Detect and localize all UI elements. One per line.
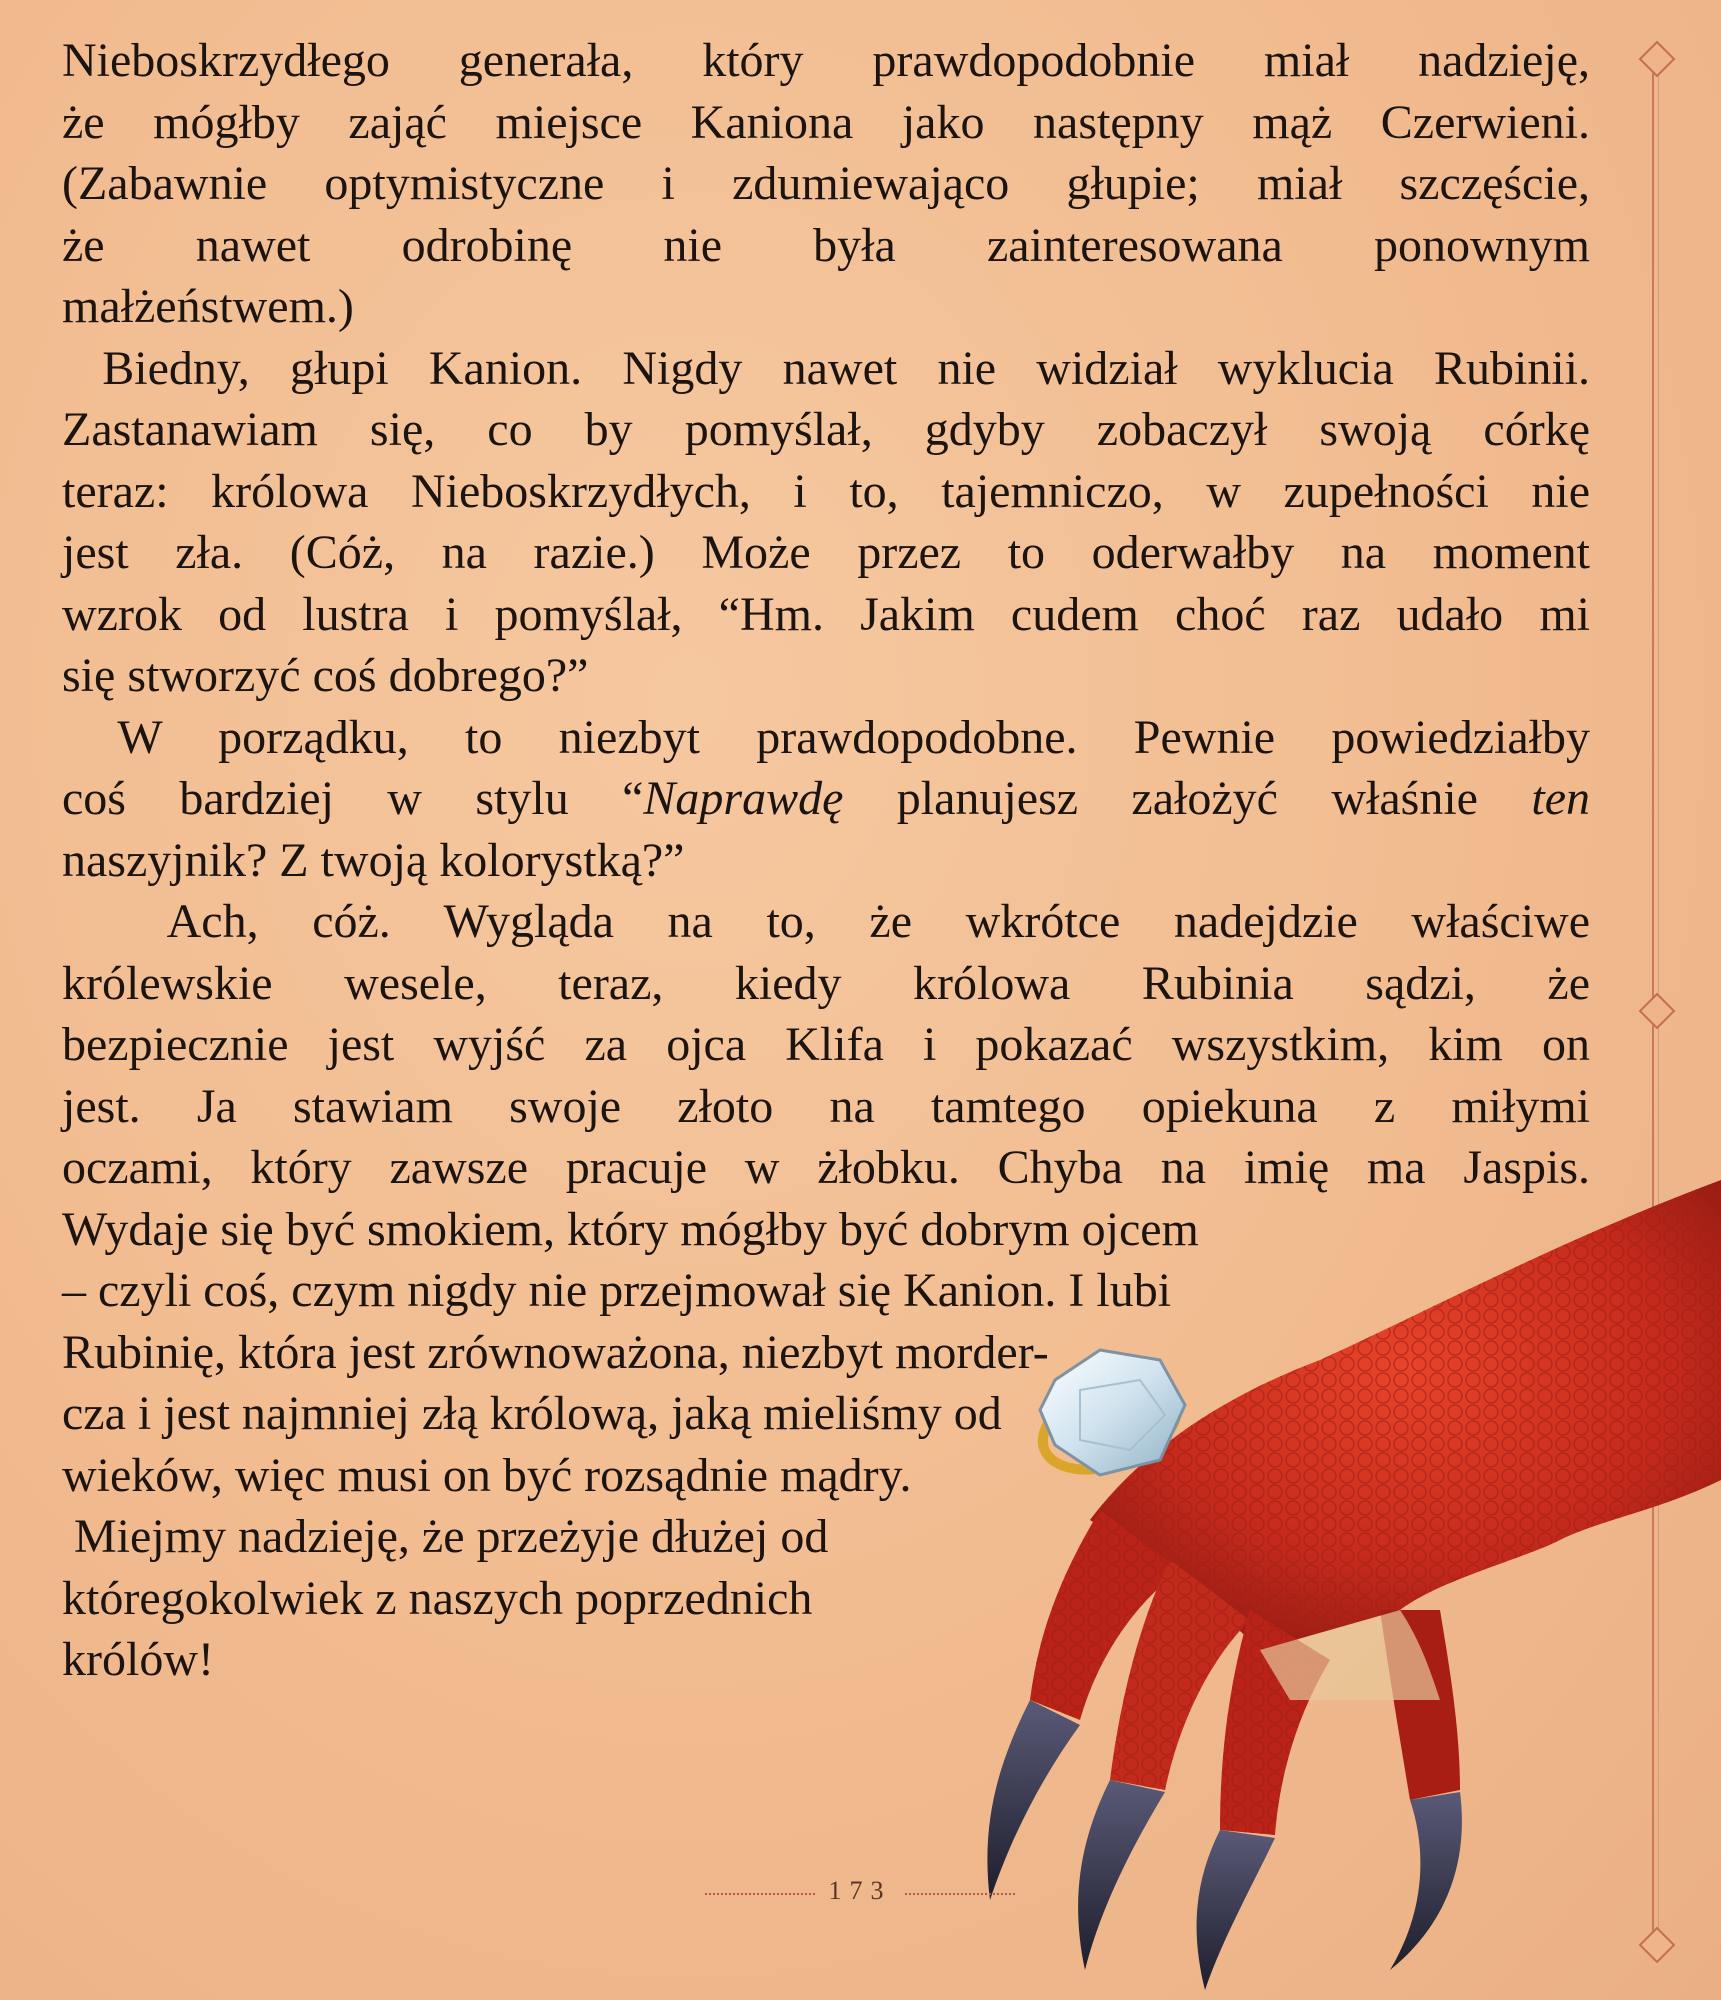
border-diamond-ornament-icon [1639,993,1676,1030]
text-line: królów! [62,1633,214,1686]
text-line: Biedny, głupi Kanion. Nigdy nawet nie widział wyklucia Rubinii. [62,341,1590,395]
text-line: Ach, cóż. Wygląda na to, że wkrótce nadejdzie właściwe [62,895,1590,948]
paragraph-1 [62,30,1590,338]
text-line-mixed [62,768,1590,830]
text-line: teraz: królowa Nieboskrzydłych, i to, tajemniczo, w zupełności nie [62,464,1590,518]
text-line: jest zła. (Cóż, na razie.) Może przez to oderwałby na moment [62,526,1590,579]
text-line: że nawet odrobinę nie była zainteresowana ponownym [62,218,1590,272]
page-number: 173 [828,1876,892,1905]
text-line: się stworzyć coś dobrego?” [62,649,589,702]
paragraph-2 [62,338,1590,707]
text-segment: planujesz założyć właśnie [843,772,1532,825]
text-line: Zastanawiam się, co by pomyślał, gdyby zobaczył swoją córkę [62,403,1590,456]
body-text [62,30,1590,1691]
italic-text-segment: ten [1531,772,1590,825]
text-line: wzrok od lustra i pomyślał, “Hm. Jakim cudem choć raz udało mi [62,587,1590,641]
text-line: bezpiecznie jest wyjść za ojca Klifa i pokazać wszystkim, kim on [62,1018,1590,1071]
text-line: (Zabawnie optymistyczne i zdumiewająco głupie; miał szczęście, [62,157,1590,210]
text-line: małżeństwem.) [62,280,354,333]
text-line: oczami, który zawsze pracuje w żłobku. Chyba na imię ma Jaspis. [62,1141,1590,1194]
border-diamond-ornament-icon [1639,41,1676,78]
text-line: Miejmy nadzieję, że przeżyje dłużej od [62,1510,829,1563]
text-line: któregokolwiek z naszych poprzednich [62,1571,813,1625]
paragraph-4 [62,891,1590,1506]
text-line: naszyjnik? Z twoją kolorystką?” [62,833,685,887]
text-line: cza i jest najmniej złą królową, jaką mieliśmy od [62,1387,1002,1440]
text-line: jest. Ja stawiam swoje złoto na tamtego opiekuna z miłymi [62,1079,1590,1133]
text-line: królewskie wesele, teraz, kiedy królowa Rubinia sądzi, że [62,956,1590,1010]
text-segment: coś bardziej w stylu “ [62,772,644,825]
text-line: że mógłby zająć miejsce Kaniona jako następny mąż Czerwieni. [62,95,1590,149]
text-line: – czyli coś, czym nigdy nie przejmował się Kanion. I lubi [62,1264,1172,1317]
paragraph-3 [62,707,1590,892]
text-line: wieków, więc musi on być rozsądnie mądry. [62,1448,912,1502]
paragraph-5 [62,1506,1590,1691]
text-line: Rubinię, która jest zrównoważona, niezbyt morder- [62,1325,1049,1379]
text-line: W porządku, to niezbyt prawdopodobne. Pewnie powiedziałby [62,710,1590,764]
italic-text-segment: Naprawdę [643,772,844,825]
text-line: Wydaje się być smokiem, który mógłby być dobrym ojcem [62,1202,1199,1256]
text-line: Nieboskrzydłego generała, który prawdopodobnie miał nadzieję, [62,34,1590,87]
